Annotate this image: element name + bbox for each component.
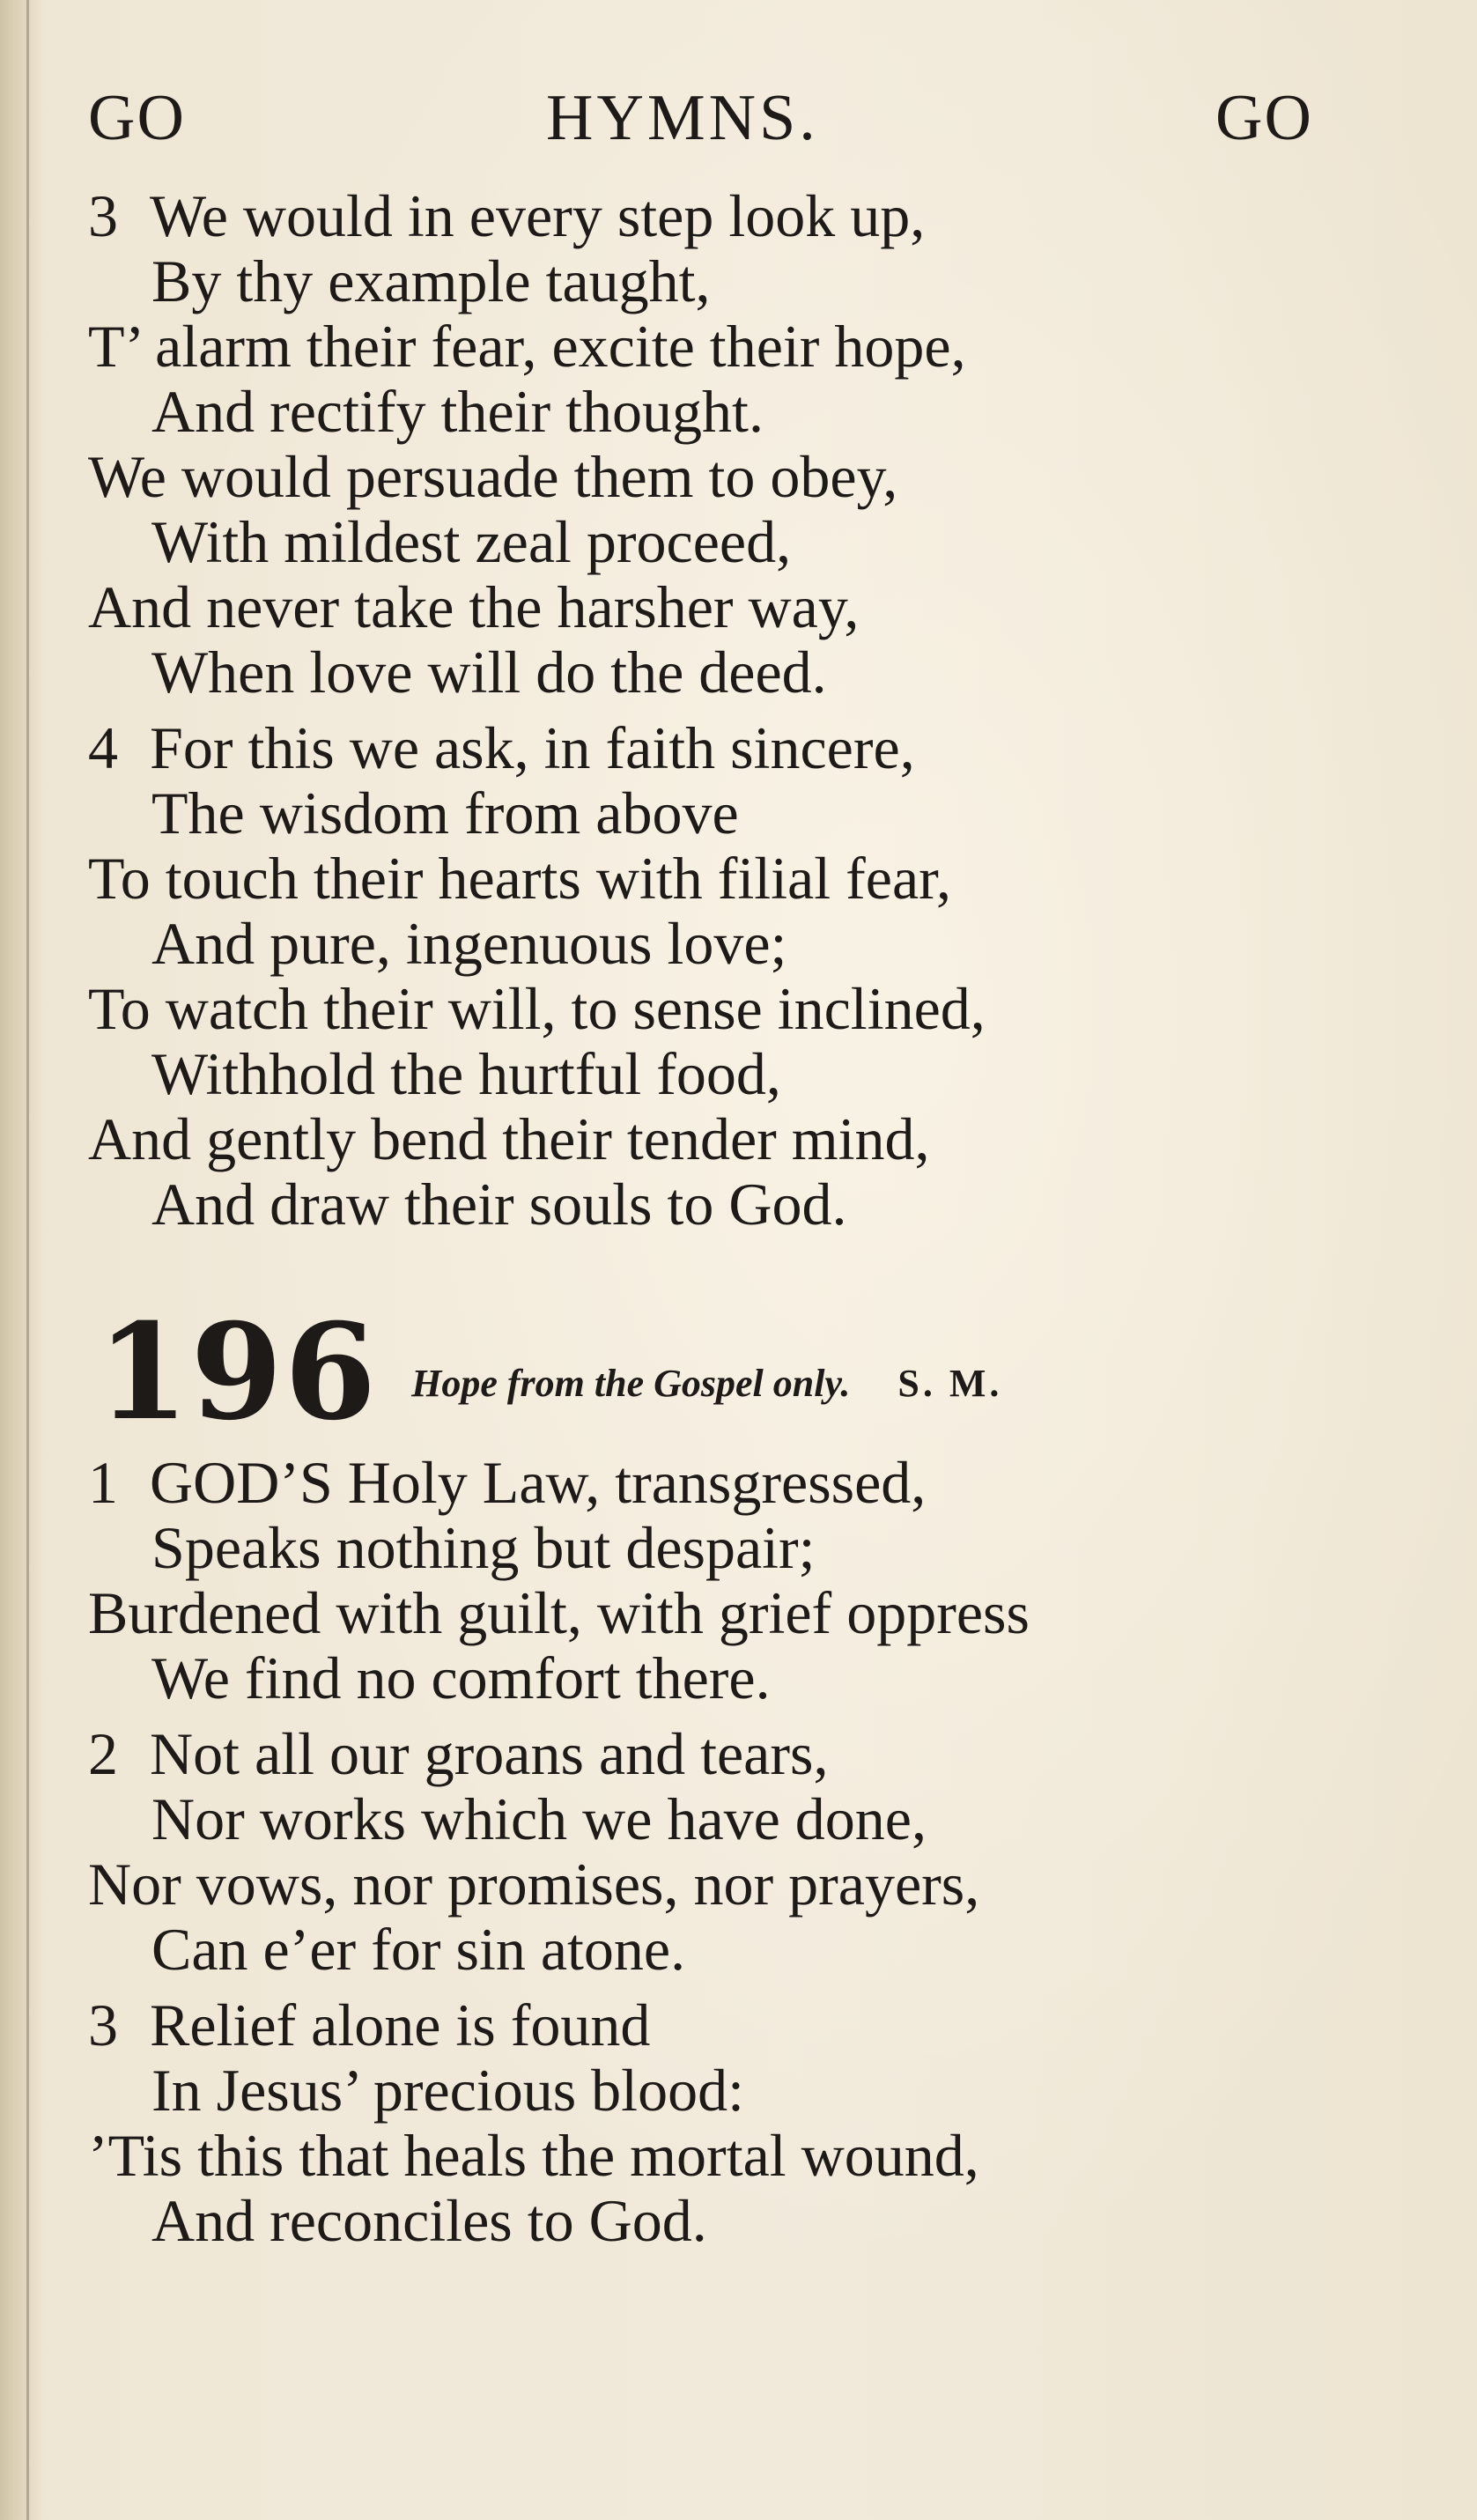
hymn-title: Hope from the Gospel only. xyxy=(411,1361,851,1405)
stanza-line: The wisdom from above xyxy=(151,780,739,846)
gutter-rule xyxy=(26,0,29,2520)
stanza-line: We find no comfort there. xyxy=(151,1644,771,1711)
stanza-line: Withhold the hurtful food, xyxy=(151,1040,781,1107)
stanza-line xyxy=(88,183,925,248)
running-head-right: GO xyxy=(1215,82,1313,154)
stanza-line: By thy example taught, xyxy=(151,248,711,314)
running-head xyxy=(0,81,1477,154)
stanza-line: When love will do the deed. xyxy=(151,639,827,706)
stanza-line: To watch their will, to sense inclined, xyxy=(88,975,986,1042)
stanza-line: Speaks nothing but despair; xyxy=(151,1514,816,1581)
stanza-line: ’Tis this that heals the mortal wound, xyxy=(88,2122,979,2189)
stanza-line: In Jesus’ precious blood: xyxy=(151,2057,744,2124)
stanza-line: And rectify their thought. xyxy=(151,378,764,445)
stanza-line xyxy=(88,1450,926,1515)
stanza-line xyxy=(88,715,915,780)
stanza-line: And draw their souls to God. xyxy=(151,1171,847,1238)
stanza-line: Burdened with guilt, with grief oppress xyxy=(88,1579,1030,1646)
verse-text: We would in every step look up, xyxy=(150,182,926,249)
stanza-number: 2 xyxy=(88,1720,118,1787)
stanza-line: And never take the harsher way, xyxy=(88,573,860,640)
stanza-line: With mildest zeal proceed, xyxy=(151,508,792,575)
verse-text: Relief alone is found xyxy=(150,1992,651,2058)
stanza-line: Nor works which we have done, xyxy=(151,1785,927,1852)
stanza-line: And pure, ingenuous love; xyxy=(151,910,787,977)
stanza-line: And reconciles to God. xyxy=(151,2187,707,2254)
verse-text: GOD’S Holy Law, transgressed, xyxy=(150,1449,927,1516)
stanza-line xyxy=(88,1721,828,1786)
stanza-line xyxy=(88,1992,650,2058)
stanza-line: Nor vows, nor promises, nor prayers, xyxy=(88,1851,980,1918)
running-head-left: GO xyxy=(88,82,186,154)
stanza-number: 3 xyxy=(88,182,118,249)
stanza-line: To touch their hearts with filial fear, xyxy=(88,845,952,912)
stanza-line: And gently bend their tender mind, xyxy=(88,1105,930,1172)
stanza-line: Can e’er for sin atone. xyxy=(151,1916,686,1983)
hymn-number: 196 xyxy=(97,1295,379,1450)
hymn-heading xyxy=(97,1295,1002,1450)
stanza-number: 4 xyxy=(88,714,118,781)
hymn-meter: S. M. xyxy=(897,1361,1003,1405)
running-head-title: HYMNS. xyxy=(546,82,819,154)
page-gutter xyxy=(0,0,42,2520)
stanza-line: T’ alarm their fear, excite their hope, xyxy=(88,313,966,380)
verse-text: Not all our groans and tears, xyxy=(150,1720,829,1787)
verse-text: For this we ask, in faith sincere, xyxy=(150,714,915,781)
stanza-number: 3 xyxy=(88,1992,118,2058)
stanza-number: 1 xyxy=(88,1449,118,1516)
stanza-line: We would persuade them to obey, xyxy=(88,443,898,510)
